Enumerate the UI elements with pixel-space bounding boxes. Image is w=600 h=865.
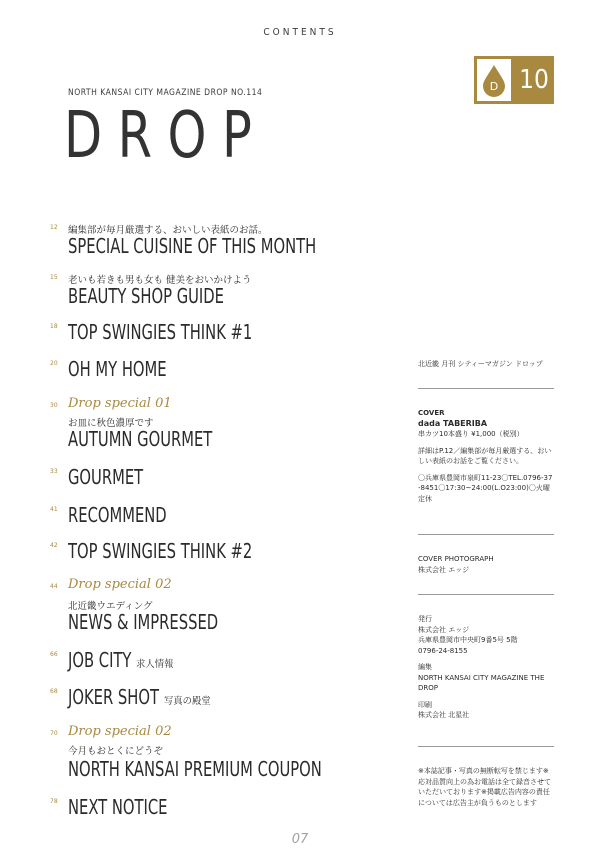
toc-title: TOP SWINGIES THINK #2 xyxy=(68,539,253,563)
editor-label: 編集 xyxy=(418,663,432,671)
toc-title: BEAUTY SHOP GUIDE xyxy=(68,284,224,308)
publisher-info xyxy=(418,614,554,721)
cover-address: 〇兵庫県豊岡市泉町11-23〇TEL.0796-37-8451〇17:30~24:00(L.O23:00)〇火曜定休 xyxy=(418,473,553,503)
toc-title: AUTUMN GOURMET xyxy=(68,427,213,451)
toc-title xyxy=(68,648,174,672)
toc-title xyxy=(68,685,211,709)
cover-label: COVER xyxy=(418,409,445,417)
toc-page: 42 xyxy=(50,542,58,549)
toc-page: 20 xyxy=(50,360,58,367)
toc-page: 33 xyxy=(50,468,58,475)
toc-jp: 編集部が毎月厳選する、おいしい表紙のお話。 xyxy=(68,225,268,236)
toc-page: 18 xyxy=(50,323,58,330)
publisher-address: 兵庫県豊岡市中央町9番5号 5階 xyxy=(418,636,518,644)
publisher-company: 株式会社 エッジ xyxy=(418,625,470,634)
toc-page: 30 xyxy=(50,402,58,409)
toc-special: Drop special 01 xyxy=(68,396,172,411)
publisher-tel: 0796-24-8155 xyxy=(418,646,468,655)
sidebar-magazine: 北近畿 月刊 シティーマガジン ドロップ xyxy=(418,360,543,368)
toc-jp: 今月もおとくにどうぞ xyxy=(68,746,164,757)
toc-page: 44 xyxy=(50,583,58,590)
toc-page: 41 xyxy=(50,506,58,513)
toc-page: 70 xyxy=(50,730,58,737)
photo-company: 株式会社 エッジ xyxy=(418,565,470,574)
print-company: 株式会社 北星社 xyxy=(418,711,470,719)
cover-shop: dada TABERIBA xyxy=(418,418,488,428)
issue-number: 10 xyxy=(514,56,554,104)
toc-title: RECOMMEND xyxy=(68,503,167,527)
publisher-label: 発行 xyxy=(418,615,432,623)
toc-title-text: JOB CITY xyxy=(68,648,132,672)
divider xyxy=(418,594,554,595)
issue-badge xyxy=(474,56,554,104)
contents-header: CONTENTS xyxy=(263,27,337,38)
toc-page: 12 xyxy=(50,224,58,231)
toc-title: TOP SWINGIES THINK #1 xyxy=(68,320,253,344)
toc-jp: 老いも若きも男も女も 健美をおいかけよう xyxy=(68,275,252,286)
drop-icon xyxy=(474,56,514,104)
toc-special: Drop special 02 xyxy=(68,724,172,739)
cover-note: 詳細はP.12／編集部が毎月厳選する、おいしい表紙のお話をご覧ください。 xyxy=(418,446,552,465)
cover-menu: 串カツ10本盛り ¥1,000（税別） xyxy=(418,430,524,438)
toc-page: 15 xyxy=(50,274,58,281)
magazine-logo: DROP xyxy=(64,99,268,173)
toc-title: NEWS & IMPRESSED xyxy=(68,610,219,634)
print-label: 印刷 xyxy=(418,700,432,709)
editor-name: NORTH KANSAI CITY MAGAZINE THE DROP xyxy=(418,673,545,692)
divider xyxy=(418,388,554,389)
toc-title: SPECIAL CUISINE OF THIS MONTH xyxy=(68,234,317,258)
cover-info xyxy=(418,408,554,504)
toc-title: NEXT NOTICE xyxy=(68,795,168,819)
toc-title: NORTH KANSAI PREMIUM COUPON xyxy=(68,757,322,781)
divider xyxy=(418,746,554,747)
page-number: 07 xyxy=(291,832,309,847)
magazine-subtitle: NORTH KANSAI CITY MAGAZINE DROP NO.114 xyxy=(68,88,263,98)
toc-inline-jp: 求人情報 xyxy=(136,659,174,670)
toc-special: Drop special 02 xyxy=(68,577,172,592)
toc-jp: お皿に秋色濃厚です xyxy=(68,418,154,429)
toc-page: 78 xyxy=(50,798,58,805)
toc-jp: 北近畿ウエディング xyxy=(68,601,153,612)
toc-title-text: JOKER SHOT xyxy=(68,685,159,709)
toc-title: GOURMET xyxy=(68,465,144,489)
photo-label: COVER PHOTOGRAPH xyxy=(418,555,494,563)
toc-inline-jp: 写真の殿堂 xyxy=(163,696,211,707)
toc-title: OH MY HOME xyxy=(68,357,167,381)
disclaimer: ※本誌記事・写真の無断転写を禁じます※応対品質向上の為お電話は全て録音させていただいております※掲載広告内容の責任については広告主が負うものとします xyxy=(418,767,551,807)
photo-credit xyxy=(418,554,554,575)
badge-letter: D xyxy=(489,80,499,93)
toc-page: 68 xyxy=(50,688,58,695)
toc-page: 66 xyxy=(50,651,58,658)
divider xyxy=(418,534,554,535)
